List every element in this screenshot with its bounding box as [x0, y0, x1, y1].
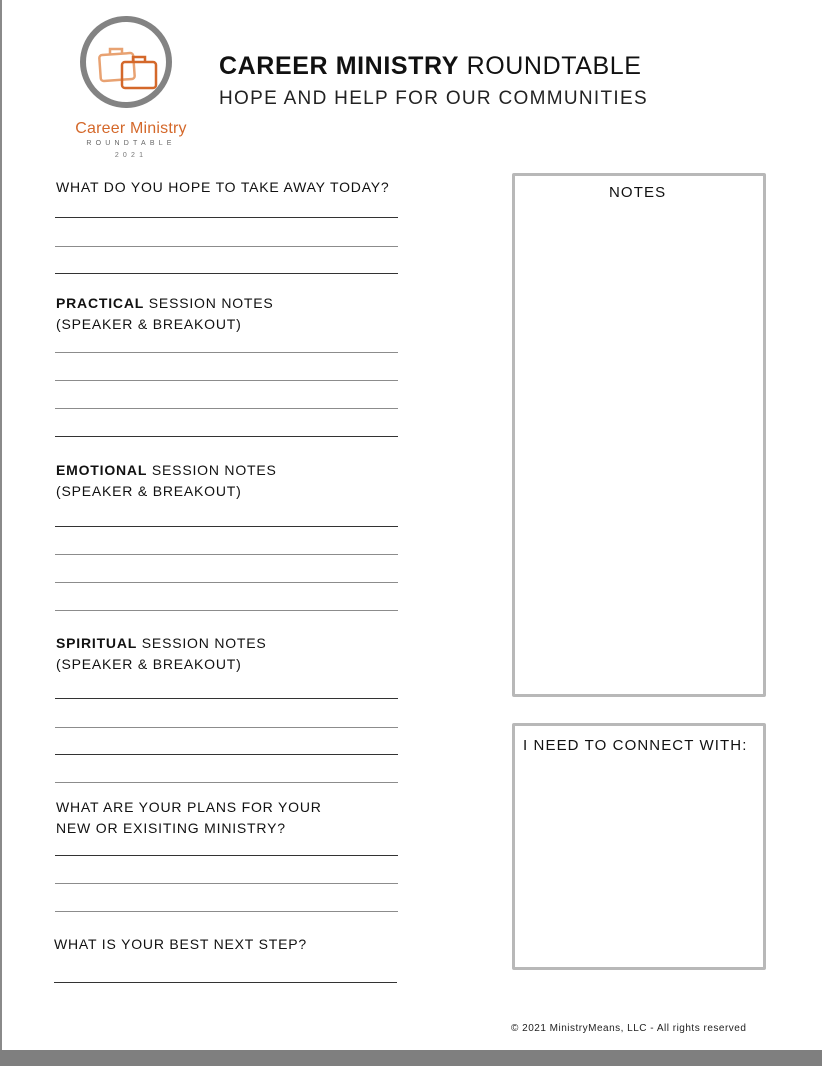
plans-line2: NEW OR EXISITING MINISTRY?: [56, 819, 286, 836]
practical-line2: (SPEAKER & BREAKOUT): [56, 315, 242, 332]
emotional-rest: SESSION NOTES: [151, 462, 277, 478]
practical-heading: [56, 293, 274, 334]
practical-bold: PRACTICAL: [56, 295, 145, 311]
emotional-bold: EMOTIONAL: [56, 462, 148, 478]
writing-line[interactable]: [55, 582, 398, 583]
logo-name: Career Ministry: [75, 120, 187, 137]
writing-line[interactable]: [55, 408, 398, 409]
next-step-question: WHAT IS YOUR BEST NEXT STEP?: [54, 936, 307, 952]
connect-box-title: I NEED TO CONNECT WITH:: [523, 737, 748, 754]
copyright-footer: © 2021 MinistryMeans, LLC - All rights reserved: [511, 1023, 747, 1034]
page-title: [219, 52, 642, 81]
notes-box[interactable]: [512, 173, 766, 697]
writing-line[interactable]: [55, 911, 398, 912]
writing-line[interactable]: [55, 352, 398, 353]
notes-box-title: NOTES: [609, 184, 667, 201]
writing-line[interactable]: [55, 727, 398, 728]
logo-subtitle: ROUNDTABLE: [86, 140, 176, 147]
writing-line[interactable]: [55, 436, 398, 437]
page-border-left: [0, 0, 2, 1050]
spiritual-heading: [56, 633, 267, 674]
logo-year: 2021: [114, 152, 148, 159]
page-subtitle: HOPE AND HELP FOR OUR COMMUNITIES: [219, 88, 648, 109]
connect-box[interactable]: [512, 723, 766, 970]
emotional-heading: [56, 460, 277, 501]
plans-line1: WHAT ARE YOUR PLANS FOR YOUR: [56, 799, 322, 815]
writing-line[interactable]: [55, 554, 398, 555]
writing-line[interactable]: [55, 855, 398, 856]
writing-line[interactable]: [55, 526, 398, 527]
emotional-line2: (SPEAKER & BREAKOUT): [56, 482, 242, 499]
practical-rest: SESSION NOTES: [148, 295, 274, 311]
writing-line[interactable]: [55, 883, 398, 884]
spiritual-bold: SPIRITUAL: [56, 635, 138, 651]
spiritual-rest: SESSION NOTES: [141, 635, 267, 651]
writing-line[interactable]: [55, 217, 398, 218]
writing-line[interactable]: [55, 380, 398, 381]
writing-line[interactable]: [55, 754, 398, 755]
writing-line[interactable]: [55, 273, 398, 274]
writing-line[interactable]: [55, 246, 398, 247]
writing-line[interactable]: [55, 698, 398, 699]
bottom-bar: [0, 1050, 822, 1066]
title-bold: CAREER MINISTRY: [219, 52, 460, 80]
briefcase-icon: [96, 44, 166, 100]
writing-line[interactable]: [54, 982, 397, 983]
writing-line[interactable]: [55, 610, 398, 611]
plans-question: [56, 797, 322, 838]
takeaway-question: WHAT DO YOU HOPE TO TAKE AWAY TODAY?: [56, 179, 390, 195]
spiritual-line2: (SPEAKER & BREAKOUT): [56, 655, 242, 672]
career-ministry-logo: [56, 12, 206, 162]
writing-line[interactable]: [55, 782, 398, 783]
title-rest: ROUNDTABLE: [466, 52, 642, 80]
